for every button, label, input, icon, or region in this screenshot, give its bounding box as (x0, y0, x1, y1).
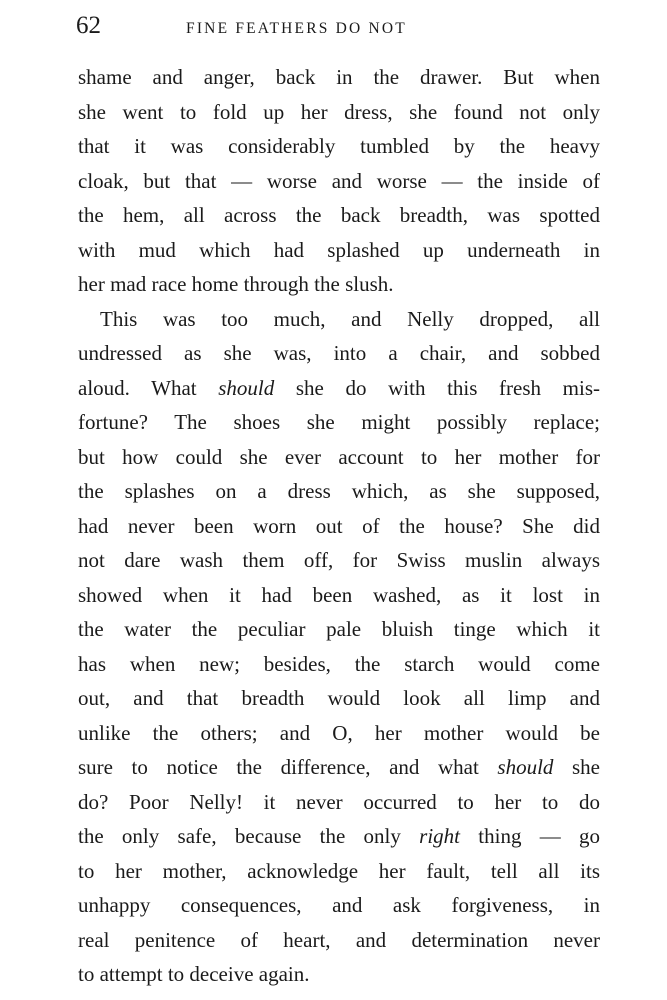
text-line: she went to fold up her dress, she found not only (78, 99, 600, 124)
text-line: undressed as she was, into a chair, and sobbed (78, 341, 600, 365)
text-line: the splashes on a dress which, as she supposed, (78, 479, 600, 503)
page-number: 62 (76, 12, 101, 39)
text-line: unhappy consequences, and ask forgiveness, in (78, 893, 600, 917)
text-line: sure to notice the difference, and what should she (78, 755, 600, 779)
text-line: has when new; besides, the starch would come (78, 651, 600, 676)
running-title: FINE FEATHERS DO NOT (186, 20, 407, 37)
text-line: unlike the others; and O, her mother would be (78, 720, 600, 745)
text-line: the only safe, because the only right thing — go (78, 824, 600, 848)
text-line: aloud. What should she do with this fresh mis- (78, 375, 600, 400)
emphasis: right (419, 824, 460, 848)
text-line: out, and that breadth would look all limp and (78, 686, 600, 710)
text-line: to attempt to deceive again. (78, 962, 310, 986)
text-line: real penitence of heart, and determination never (78, 927, 600, 952)
text-line: the hem, all across the back breadth, was spotted (78, 203, 600, 227)
emphasis: should (218, 375, 275, 400)
running-head (68, 8, 608, 44)
text-line: her mad race home through the slush. (78, 272, 394, 296)
body-text (78, 60, 600, 992)
paragraph (78, 60, 600, 302)
text-line: with mud which had splashed up underneath in (78, 237, 600, 262)
text-line: to her mother, acknowledge her fault, tell all its (78, 858, 600, 883)
text-line: the water the peculiar pale bluish tinge which it (78, 617, 600, 641)
text-line: had never been worn out of the house? She did (78, 513, 600, 538)
text-line: cloak, but that — worse and worse — the inside of (78, 168, 600, 193)
text-line: showed when it had been washed, as it lost in (78, 582, 600, 607)
text-line: fortune? The shoes she might possibly replace; (78, 410, 600, 434)
text-line: do? Poor Nelly! it never occurred to her to do (78, 789, 600, 814)
emphasis: should (497, 755, 554, 779)
text-line: not dare wash them off, for Swiss muslin always (78, 548, 600, 572)
text-line: but how could she ever account to her mother for (78, 444, 600, 469)
text-line: that it was considerably tumbled by the heavy (78, 134, 600, 158)
text-line: This was too much, and Nelly dropped, all (100, 306, 600, 331)
paragraph (78, 302, 600, 992)
text-line: shame and anger, back in the drawer. But when (78, 65, 600, 89)
